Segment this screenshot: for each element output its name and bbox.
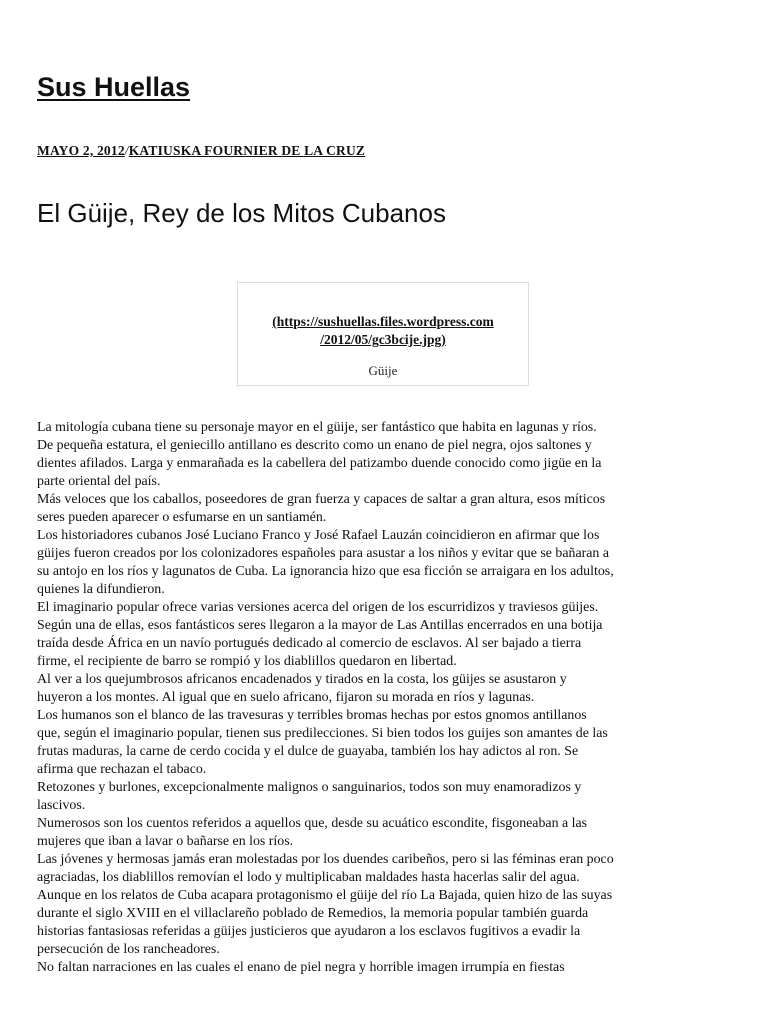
- body-line: Los historiadores cubanos José Luciano Franco y José Rafael Lauzán coincidieron en afirmar que los: [37, 528, 600, 543]
- image-link[interactable]: [238, 313, 528, 349]
- image-link-line-1: (https://sushuellas.files.wordpress.com: [272, 314, 494, 329]
- body-line: No faltan narraciones en las cuales el enano de piel negra y horrible imagen irrumpía en fiestas: [37, 960, 565, 975]
- body-line: Retozones y burlones, excepcionalmente malignos o sanguinarios, todos son muy enamoradizos y: [37, 780, 582, 795]
- body-line: Más veloces que los caballos, poseedores de gran fuerza y capaces de saltar a gran altura, esos míticos: [37, 492, 606, 507]
- post-title: El Güije, Rey de los Mitos Cubanos: [37, 198, 446, 228]
- body-line: afirma que rechazan el tabaco.: [37, 762, 207, 777]
- site-title-link[interactable]: Sus Huellas: [37, 72, 191, 102]
- article-body: [37, 419, 731, 977]
- meta-separator: /: [124, 143, 129, 158]
- body-line: El imaginario popular ofrece varias versiones acerca del origen de los escurridizos y traviesos güijes.: [37, 600, 599, 615]
- body-line: agraciadas, los diablillos removían el lodo y multiplicaban maldades hasta hacerlas salir del agua.: [37, 870, 580, 885]
- body-line: firme, el recipiente de barro se rompió y los diablillos quedaron en libertad.: [37, 654, 457, 669]
- body-line: Numerosos son los cuentos referidos a aquellos que, desde su acuático escondite, fisgoneaban a las: [37, 816, 588, 831]
- body-line: traída desde África en un navío portugués dedicado al comercio de esclavos. Al ser bajado a tierra: [37, 636, 582, 651]
- body-line: persecución de los rancheadores.: [37, 942, 220, 957]
- post-date-link[interactable]: MAYO 2, 2012: [37, 143, 125, 158]
- body-line: Según una de ellas, esos fantásticos seres llegaron a la mayor de Las Antillas encerrados en una botija: [37, 618, 603, 633]
- image-caption: Güije: [368, 363, 398, 378]
- image-link-line-2: /2012/05/gc3bcije.jpg): [320, 332, 446, 347]
- image-figure: [237, 282, 529, 386]
- body-line: seres pueden aparecer o esfumarse en un santiamén.: [37, 510, 327, 525]
- body-line: frutas maduras, la carne de cerdo cocida y el dulce de guayaba, también los hay adictos al ron. Se: [37, 744, 579, 759]
- body-line: parte oriental del país.: [37, 474, 161, 489]
- body-line: historias fantasiosas referidas a güijes justicieros que ayudaron a los esclavos fugitivos a evadir la: [37, 924, 581, 939]
- post-meta: [37, 142, 365, 160]
- body-line: dientes afilados. Larga y enmarañada es la cabellera del patizambo duende conocido como jigüe en la: [37, 456, 602, 471]
- body-line: Aunque en los relatos de Cuba acapara protagonismo el güije del río La Bajada, quien hizo de las suyas: [37, 888, 613, 903]
- body-line: De pequeña estatura, el geniecillo antillano es descrito como un enano de piel negra, ojos saltones y: [37, 438, 592, 453]
- body-line: su antojo en los ríos y lagunatos de Cuba. La ignorancia hizo que esa ficción se arraigara en los adultos,: [37, 564, 614, 579]
- body-line: mujeres que iban a lavar o bañarse en los ríos.: [37, 834, 294, 849]
- body-line: que, según el imaginario popular, tienen sus predilecciones. Si bien todos los guijes son amantes de las: [37, 726, 608, 741]
- body-line: quienes la difundieron.: [37, 582, 165, 597]
- body-line: Las jóvenes y hermosas jamás eran molestadas por los duendes caribeños, pero si las féminas eran poco: [37, 852, 614, 867]
- body-line: güijes fueron creados por los colonizadores españoles para asustar a los niños y evitar que se bañaran a: [37, 546, 610, 561]
- body-line: Al ver a los quejumbrosos africanos encadenados y tirados en la costa, los güijes se asustaron y: [37, 672, 567, 687]
- body-line: La mitología cubana tiene su personaje mayor en el güije, ser fantástico que habita en lagunas y ríos.: [37, 420, 597, 435]
- body-line: durante el siglo XVIII en el villaclareño poblado de Remedios, la memoria popular también guarda: [37, 906, 589, 921]
- post-author-link[interactable]: KATIUSKA FOURNIER DE LA CRUZ: [128, 143, 366, 158]
- body-line: huyeron a los montes. Al igual que en suelo africano, fijaron su morada en ríos y lagunas.: [37, 690, 535, 705]
- body-line: lascivos.: [37, 798, 86, 813]
- body-line: Los humanos son el blanco de las travesuras y terribles bromas hechas por estos gnomos antillanos: [37, 708, 587, 723]
